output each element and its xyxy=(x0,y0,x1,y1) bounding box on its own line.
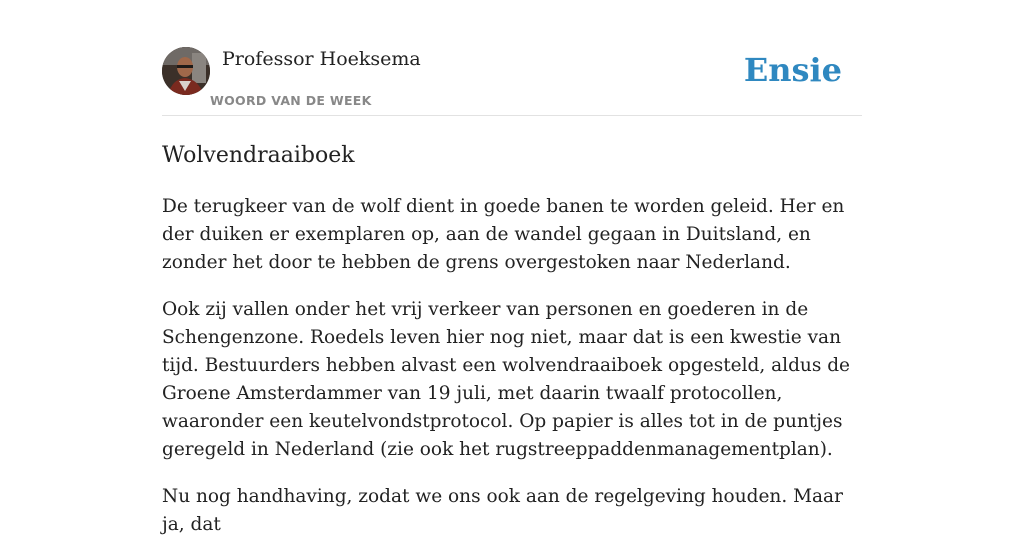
article-title: Wolvendraaiboek xyxy=(162,143,355,168)
user-avatar-icon xyxy=(162,47,210,95)
section-label: WOORD VAN DE WEEK xyxy=(210,93,372,108)
article-paragraph: Ook zij vallen onder het vrij verkeer van personen en goederen in de Schengenzone. Roedels leven hier nog niet, maar dat is een kwestie van tijd. Bestuurders hebben alvast een wolvendraaiboek opgesteld, aldus de Groene Amsterdammer van 19 juli, met daarin twaalf protocollen, waaronder een keutelvondstprotocol. Op papier is alles tot in de puntjes geregeld in Nederland (zie ook het rugstreeppaddenmanagementplan). xyxy=(162,299,850,460)
author-name[interactable]: Professor Hoeksema xyxy=(222,48,421,70)
brand-logo[interactable]: Ensie xyxy=(743,51,842,89)
article-header xyxy=(162,0,862,116)
author-avatar[interactable] xyxy=(162,47,210,95)
article-paragraph: Nu nog handhaving, zodat we ons ook aan de regelgeving houden. Maar ja, dat xyxy=(162,486,843,535)
article-card xyxy=(162,0,862,539)
article-paragraph: De terugkeer van de wolf dient in goede banen te worden geleid. Her en der duiken er exemplaren op, aan de wandel gegaan in Duitsland, en zonder het door te hebben de grens overgestoken naar Nederland. xyxy=(162,196,845,273)
